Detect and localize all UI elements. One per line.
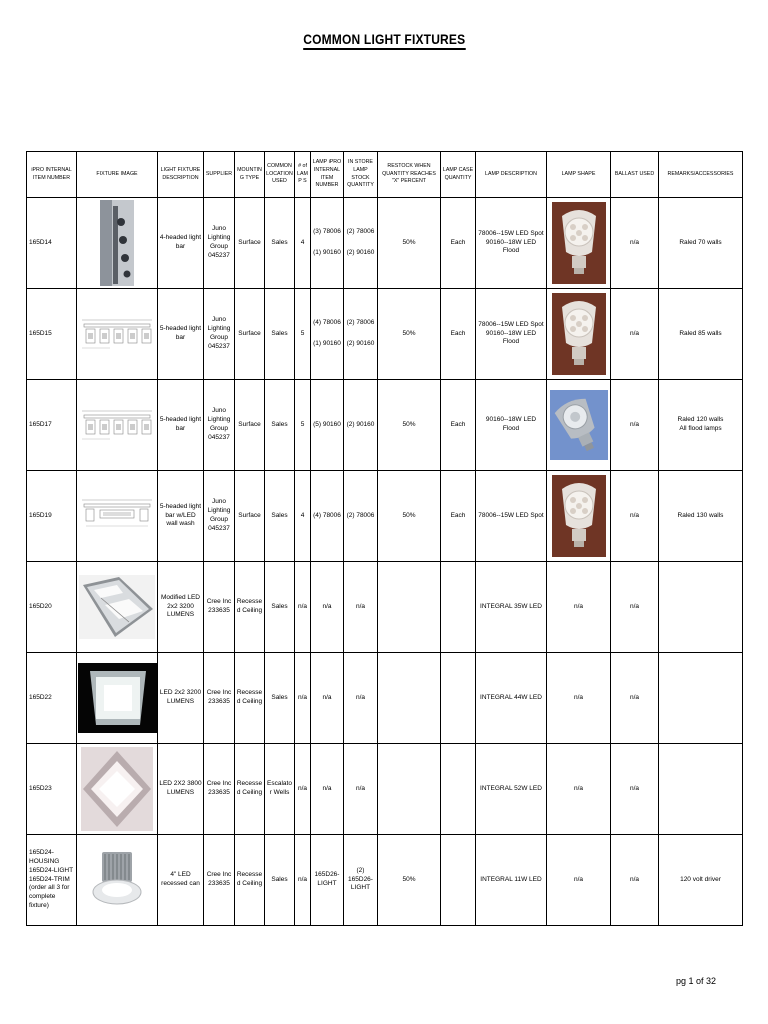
- common-location: Sales: [265, 289, 295, 380]
- ballast-used: n/a: [611, 835, 659, 926]
- supplier: Cree Inc 233635: [204, 653, 235, 744]
- lamp-stock-quantity-line: n/a: [355, 602, 366, 610]
- lamp-stock-quantity: [344, 380, 378, 471]
- lamp-item-number-line: (5) 90160: [313, 420, 341, 428]
- lamp-count: n/a: [295, 744, 311, 835]
- mounting-type: Surface: [235, 289, 265, 380]
- lamp-item-number-line: n/a: [322, 602, 332, 610]
- restock-percent: [378, 562, 441, 653]
- remarks-line: Raled 130 walls: [677, 511, 724, 519]
- lamp-description-line: 78006--15W LED Spot: [478, 511, 544, 519]
- lamp-count: 5: [295, 289, 311, 380]
- lamp-count: n/a: [295, 835, 311, 926]
- mounting-type: Surface: [235, 380, 265, 471]
- header-lamp-shape: LAMP SHAPE: [547, 152, 611, 198]
- lamp-case-quantity: Each: [441, 198, 476, 289]
- ballast-used: n/a: [611, 562, 659, 653]
- lamp-description: [476, 653, 547, 744]
- lamp-description: [476, 835, 547, 926]
- lamp-count: 4: [295, 471, 311, 562]
- remarks: [659, 835, 743, 926]
- table-body: [27, 198, 743, 926]
- lamp-stock-quantity: [344, 744, 378, 835]
- ballast-used: n/a: [611, 471, 659, 562]
- supplier: Juno Lighting Group 045237: [204, 198, 235, 289]
- lamp-shape: [547, 380, 611, 471]
- common-location: Sales: [265, 380, 295, 471]
- header-lamp-desc: LAMP DESCRIPTION: [476, 152, 547, 198]
- lamp-shape: n/a: [547, 562, 611, 653]
- fixture-description: 5-headed light bar w/LED wall wash: [158, 471, 204, 562]
- table-row: [27, 289, 743, 380]
- lamp-stock-quantity-line: (2) 78006: [346, 319, 375, 327]
- lamp-count: 5: [295, 380, 311, 471]
- lamp-description: [476, 289, 547, 380]
- restock-percent: [378, 653, 441, 744]
- remarks-line: Raled 70 walls: [679, 238, 722, 246]
- page-title: [0, 31, 768, 50]
- lamp-item-number-line: (1) 90160: [313, 249, 341, 256]
- header-stock: IN STORE LAMP STOCK QUANTITY: [344, 152, 378, 198]
- lamp-shape: n/a: [547, 835, 611, 926]
- page-number: pg 1 of 32: [675, 976, 716, 986]
- lamp-stock-quantity: [344, 835, 378, 926]
- remarks-line: Raled 85 walls: [679, 329, 722, 337]
- fixture-image: [77, 289, 158, 380]
- lamp-case-quantity: Each: [441, 289, 476, 380]
- lamp-item-number-line: (4) 78006: [313, 511, 341, 519]
- lamp-item-number: [311, 835, 344, 926]
- remarks-line: Raled 120 walls: [677, 416, 724, 424]
- common-location: Escalator Wells: [265, 744, 295, 835]
- lamp-item-number-line: (3) 78006: [313, 228, 341, 236]
- remarks: [659, 289, 743, 380]
- lamp-item-number: [311, 198, 344, 289]
- fixture-image: [77, 471, 158, 562]
- ballast-used: n/a: [611, 289, 659, 380]
- header-remarks: REMARKS/ACCESSORIES: [659, 152, 743, 198]
- mounting-type: Surface: [235, 198, 265, 289]
- item-number: 165D24-HOUSING 165D24-LIGHT 165D24-TRIM (order all 3 for complete fixture): [27, 835, 77, 926]
- recessed-can-photo: [91, 848, 143, 912]
- fixture-image: [77, 198, 158, 289]
- lamp-stock-quantity: [344, 289, 378, 380]
- header-lamps: # of LAMP S: [295, 152, 311, 198]
- 5-head-bar-drawing: [80, 407, 154, 443]
- fixture-description: 4" LED recessed can: [158, 835, 204, 926]
- table-row: [27, 562, 743, 653]
- lamp-case-quantity: [441, 562, 476, 653]
- restock-percent: 50%: [378, 471, 441, 562]
- lamp-item-number: [311, 380, 344, 471]
- remarks: [659, 653, 743, 744]
- fixture-image: [77, 562, 158, 653]
- table-row: [27, 198, 743, 289]
- recessed-troffer-photo: [79, 575, 155, 639]
- lamp-item-number-line: n/a: [322, 784, 332, 792]
- restock-percent: 50%: [378, 289, 441, 380]
- table-row: [27, 744, 743, 835]
- lamp-item-number-line: n/a: [322, 693, 332, 701]
- header-supplier: SUPPLIER: [204, 152, 235, 198]
- lamp-item-number: [311, 289, 344, 380]
- lamp-description-line: 90160--18W LED Flood: [485, 416, 537, 432]
- remarks-line: 120 volt driver: [680, 875, 721, 883]
- led-spot-photo: [552, 475, 606, 557]
- lamp-item-number: [311, 471, 344, 562]
- item-number: 165D14: [27, 198, 77, 289]
- lamp-shape: n/a: [547, 653, 611, 744]
- header-case: LAMP CASE QUANTITY: [441, 152, 476, 198]
- fixture-image: [77, 835, 158, 926]
- item-number: 165D17: [27, 380, 77, 471]
- lamp-stock-quantity-line: n/a: [355, 784, 366, 792]
- common-location: Sales: [265, 198, 295, 289]
- lamp-description: [476, 744, 547, 835]
- lamp-item-number-line: (4) 78006: [313, 319, 341, 327]
- header-mounting: MOUNTING TYPE: [235, 152, 265, 198]
- restock-percent: 50%: [378, 198, 441, 289]
- lamp-description-line: 78006--15W LED Spot: [478, 320, 544, 328]
- ballast-used: n/a: [611, 653, 659, 744]
- lamp-count: n/a: [295, 562, 311, 653]
- remarks: [659, 380, 743, 471]
- led-flood-photo: [550, 390, 608, 460]
- lamp-shape: [547, 471, 611, 562]
- lamp-stock-quantity: [344, 471, 378, 562]
- lamp-case-quantity: [441, 653, 476, 744]
- mounting-type: Recessed Ceiling: [235, 744, 265, 835]
- mounting-type: Recessed Ceiling: [235, 653, 265, 744]
- lamp-shape: [547, 289, 611, 380]
- lamp-stock-quantity: [344, 198, 378, 289]
- table-row: [27, 653, 743, 744]
- lamp-description-line: INTEGRAL 35W LED: [480, 602, 542, 610]
- lamp-stock-quantity-line: (2) 78006: [346, 228, 375, 236]
- header-lamp-ipro: LAMP iPRO INTERNAL ITEM NUMBER: [311, 152, 344, 198]
- common-location: Sales: [265, 835, 295, 926]
- led-spot-photo: [552, 293, 606, 375]
- lamp-shape: n/a: [547, 744, 611, 835]
- mounting-type: Recessed Ceiling: [235, 562, 265, 653]
- table-row: [27, 380, 743, 471]
- lamp-item-number: [311, 744, 344, 835]
- lamp-stock-quantity-line: n/a: [355, 693, 366, 701]
- diamond-panel-photo: [81, 747, 153, 831]
- item-number: 165D22: [27, 653, 77, 744]
- lamp-description-line: INTEGRAL 11W LED: [480, 875, 542, 883]
- ballast-used: n/a: [611, 198, 659, 289]
- lamp-stock-quantity-line: (2) 90160: [346, 249, 375, 256]
- supplier: Cree Inc 233635: [204, 562, 235, 653]
- supplier: Cree Inc 233635: [204, 835, 235, 926]
- led-panel-photo: [78, 663, 158, 733]
- table-row: [27, 471, 743, 562]
- fixture-description: 5-headed light bar: [158, 289, 204, 380]
- lamp-stock-quantity-line: (2) 165D26-LIGHT: [348, 866, 373, 892]
- lamp-case-quantity: [441, 744, 476, 835]
- track-bar-photo: [100, 200, 134, 286]
- supplier: Cree Inc 233635: [204, 744, 235, 835]
- item-number: 165D23: [27, 744, 77, 835]
- remarks: [659, 471, 743, 562]
- item-number: 165D19: [27, 471, 77, 562]
- title-text: COMMON LIGHT FIXTURES: [303, 31, 465, 50]
- lamp-case-quantity: [441, 835, 476, 926]
- fixture-image: [77, 380, 158, 471]
- lamp-description: [476, 198, 547, 289]
- supplier: Juno Lighting Group 045237: [204, 471, 235, 562]
- lamp-count: 4: [295, 198, 311, 289]
- lamp-description: [476, 471, 547, 562]
- common-location: Sales: [265, 653, 295, 744]
- fixture-description: 4-headed light bar: [158, 198, 204, 289]
- header-location: COMMON LOCATION USED: [265, 152, 295, 198]
- common-location: Sales: [265, 471, 295, 562]
- fixture-description: LED 2X2 3800 LUMENS: [158, 744, 204, 835]
- header-item: iPRO INTERNAL ITEM NUMBER: [27, 152, 77, 198]
- lamp-item-number-line: 165D26-LIGHT: [314, 871, 340, 887]
- supplier: Juno Lighting Group 045237: [204, 380, 235, 471]
- lamp-shape: [547, 198, 611, 289]
- lamp-case-quantity: Each: [441, 471, 476, 562]
- header-row: [27, 152, 743, 198]
- header-restock: RESTOCK WHEN QUANTITY REACHES "X" PERCENT: [378, 152, 441, 198]
- lamp-stock-quantity: [344, 562, 378, 653]
- lamp-stock-quantity-line: (2) 78006: [346, 511, 375, 519]
- supplier: Juno Lighting Group 045237: [204, 289, 235, 380]
- fixture-image: [77, 744, 158, 835]
- item-number: 165D15: [27, 289, 77, 380]
- lamp-stock-quantity: [344, 653, 378, 744]
- remarks: [659, 562, 743, 653]
- mounting-type: Surface: [235, 471, 265, 562]
- lamp-stock-quantity-line: (2) 90160: [346, 420, 375, 428]
- led-spot-photo: [552, 202, 606, 284]
- fixture-description: Modified LED 2x2 3200 LUMENS: [158, 562, 204, 653]
- fixtures-table: [26, 151, 743, 926]
- table-row: [27, 835, 743, 926]
- lamp-item-number: [311, 562, 344, 653]
- lamp-description-line: 90160--18W LED Flood: [485, 329, 537, 346]
- remarks: [659, 744, 743, 835]
- fixture-image: [77, 653, 158, 744]
- bar-with-wash-drawing: [80, 496, 154, 536]
- lamp-description-line: 90160--18W LED Flood: [485, 238, 537, 255]
- restock-percent: 50%: [378, 835, 441, 926]
- lamp-description-line: INTEGRAL 44W LED: [480, 693, 542, 701]
- lamp-case-quantity: Each: [441, 380, 476, 471]
- lamp-description: [476, 380, 547, 471]
- header-ballast: BALLAST USED: [611, 152, 659, 198]
- lamp-count: n/a: [295, 653, 311, 744]
- ballast-used: n/a: [611, 380, 659, 471]
- fixture-description: 5-headed light bar: [158, 380, 204, 471]
- lamp-item-number: [311, 653, 344, 744]
- lamp-item-number-line: (1) 90160: [313, 340, 341, 347]
- lamp-description-line: INTEGRAL 52W LED: [480, 784, 542, 792]
- common-location: Sales: [265, 562, 295, 653]
- 5-head-bar-drawing: [80, 316, 154, 352]
- lamp-description: [476, 562, 547, 653]
- header-image: FIXTURE IMAGE: [77, 152, 158, 198]
- mounting-type: Recessed Ceiling: [235, 835, 265, 926]
- fixture-description: LED 2x2 3200 LUMENS: [158, 653, 204, 744]
- restock-percent: [378, 744, 441, 835]
- restock-percent: 50%: [378, 380, 441, 471]
- lamp-description-line: 78006--15W LED Spot: [478, 229, 544, 237]
- header-description: LIGHT FIXTURE DESCRIPTION: [158, 152, 204, 198]
- remarks-line: All flood lamps: [679, 425, 722, 432]
- lamp-stock-quantity-line: (2) 90160: [346, 340, 375, 347]
- item-number: 165D20: [27, 562, 77, 653]
- remarks: [659, 198, 743, 289]
- ballast-used: n/a: [611, 744, 659, 835]
